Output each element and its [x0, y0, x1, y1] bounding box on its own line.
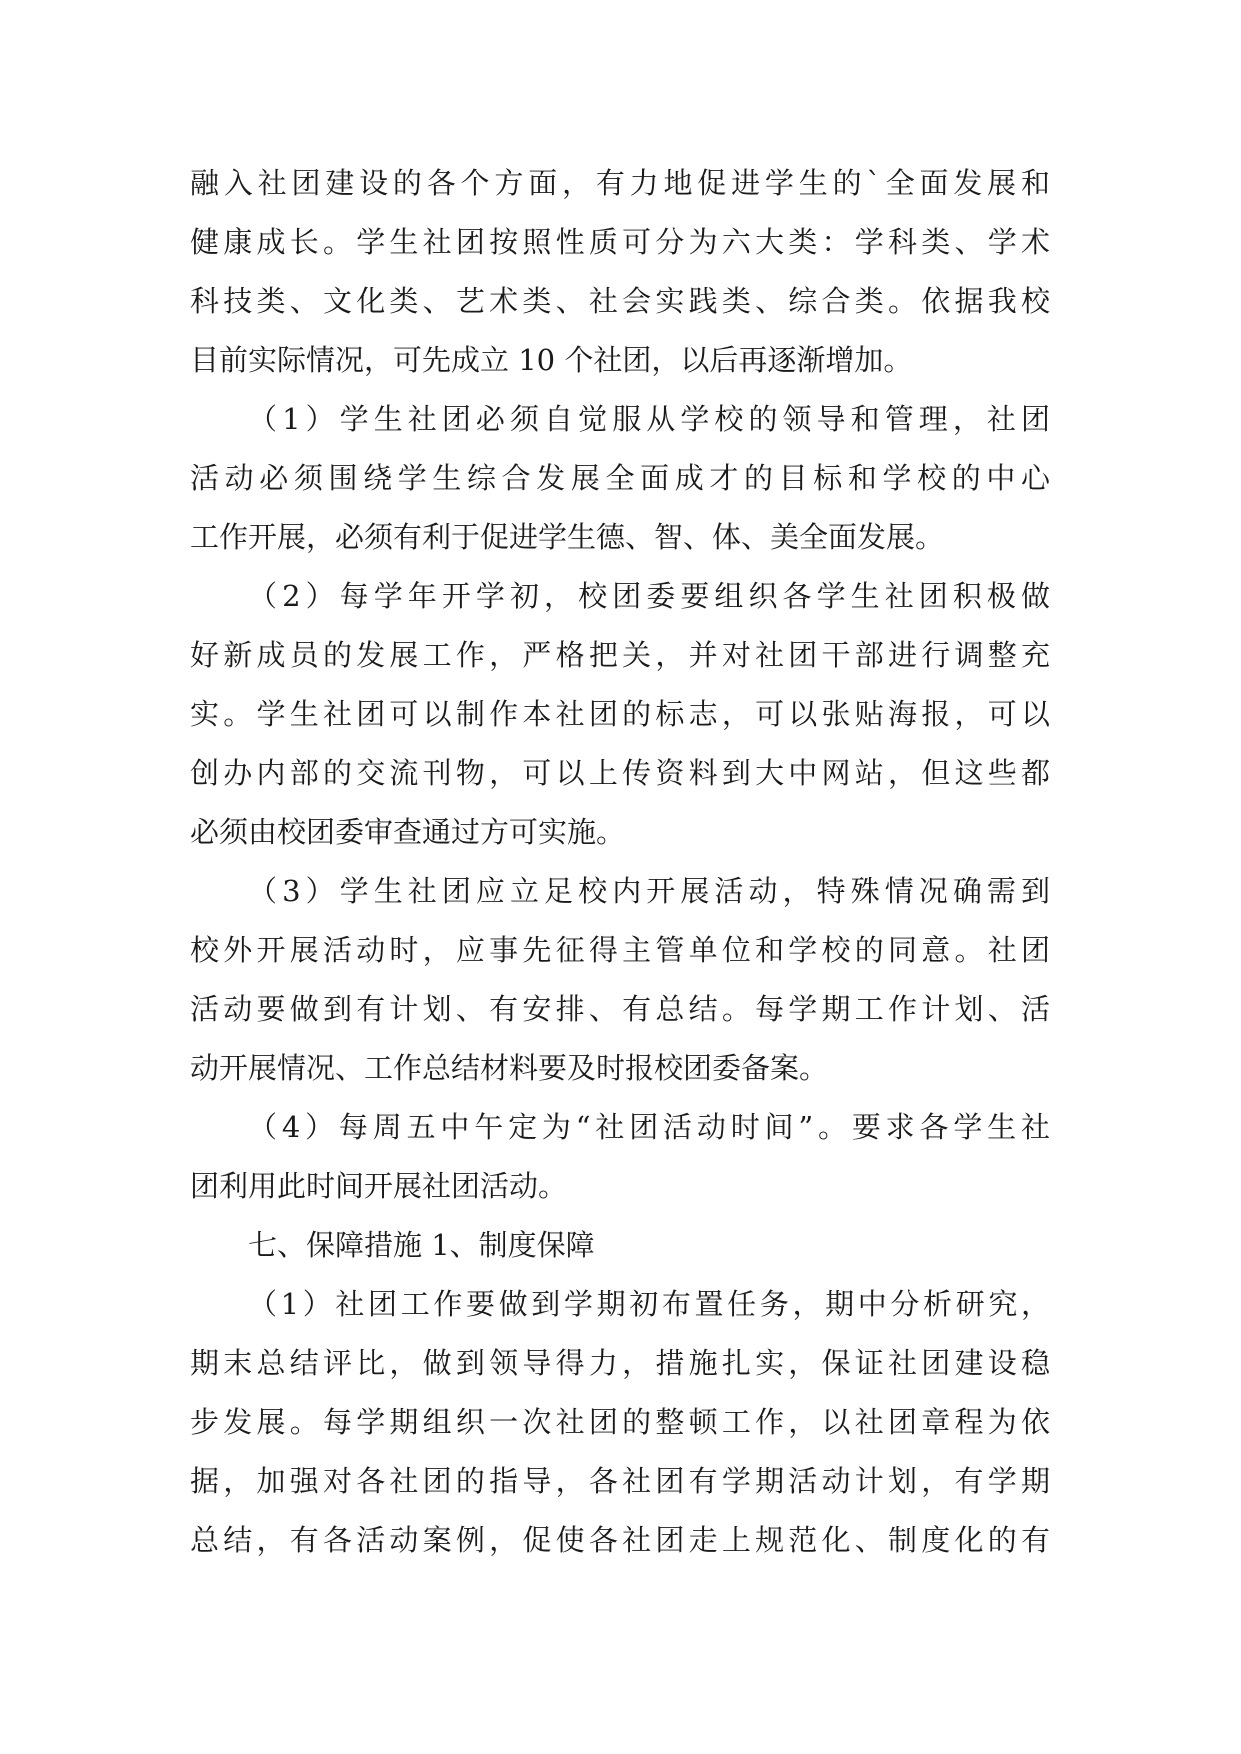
text-line: （4）每周五中午定为“社团活动时间”。要求各学生社	[248, 1110, 1050, 1144]
text-line: 团利用此时间开展社团活动。	[190, 1169, 568, 1203]
text-line: 健康成长。学生社团按照性质可分为六大类：学科类、学术	[190, 225, 1050, 259]
text-line: 期末总结评比，做到领导得力，措施扎实，保证社团建设稳	[190, 1346, 1050, 1380]
text-line: 据，加强对各社团的指导，各社团有学期活动计划，有学期	[190, 1464, 1050, 1498]
text-line: 七、保障措施 1、制度保障	[248, 1228, 595, 1262]
text-line: 创办内部的交流刊物，可以上传资料到大中网站，但这些都	[190, 756, 1050, 790]
text-line: 工作开展，必须有利于促进学生德、智、体、美全面发展。	[190, 520, 945, 554]
text-line: （1）社团工作要做到学期初布置任务，期中分析研究，	[248, 1287, 1050, 1321]
text-line: 活动要做到有计划、有安排、有总结。每学期工作计划、活	[190, 992, 1050, 1026]
text-line: （3）学生社团应立足校内开展活动，特殊情况确需到	[248, 874, 1050, 908]
text-line: 活动必须围绕学生综合发展全面成才的目标和学校的中心	[190, 461, 1050, 495]
text-line: 科技类、文化类、艺术类、社会实践类、综合类。依据我校	[190, 284, 1050, 318]
text-line: 动开展情况、工作总结材料要及时报校团委备案。	[190, 1051, 829, 1085]
text-line: 实。学生社团可以制作本社团的标志，可以张贴海报，可以	[190, 697, 1050, 731]
text-line: 目前实际情况，可先成立 10 个社团，以后再逐渐增加。	[190, 343, 913, 377]
text-line: 总结，有各活动案例，促使各社团走上规范化、制度化的有	[190, 1523, 1050, 1557]
text-line: 融入社团建设的各个方面，有力地促进学生的`全面发展和	[190, 166, 1050, 200]
document-body	[190, 154, 1050, 1570]
text-line: 好新成员的发展工作，严格把关，并对社团干部进行调整充	[190, 638, 1050, 672]
text-line: 步发展。每学期组织一次社团的整顿工作，以社团章程为依	[190, 1405, 1050, 1439]
text-line: 必须由校团委审查通过方可实施。	[190, 815, 626, 849]
text-line: （2）每学年开学初，校团委要组织各学生社团积极做	[248, 579, 1050, 613]
text-line: 校外开展活动时，应事先征得主管单位和学校的同意。社团	[190, 933, 1050, 967]
text-line: （1）学生社团必须自觉服从学校的领导和管理，社团	[248, 402, 1050, 436]
